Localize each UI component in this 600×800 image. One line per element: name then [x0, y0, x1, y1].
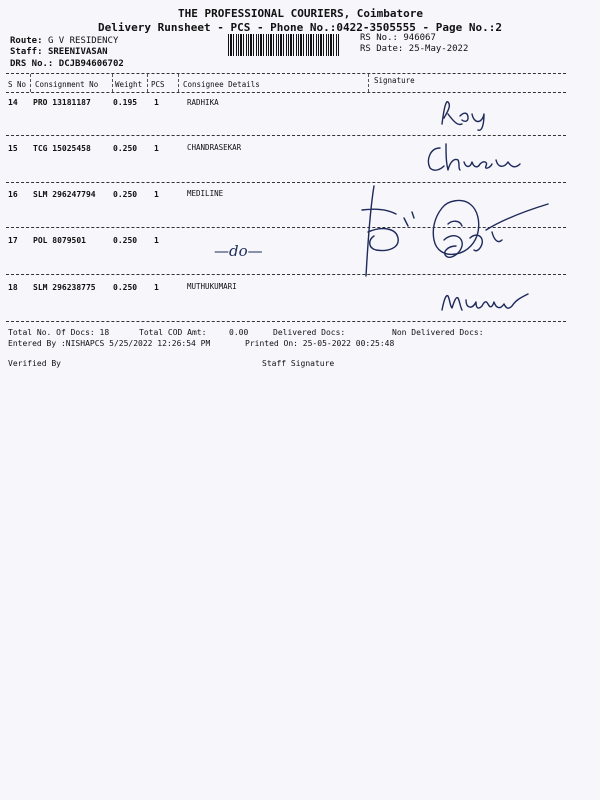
col-sep — [30, 74, 31, 92]
col-sep — [368, 74, 369, 92]
rs-date-value: 25-May-2022 — [408, 44, 469, 54]
total-cod — [139, 328, 206, 337]
staff-signature-label: Staff Signature — [262, 359, 335, 368]
row-sno: 16 — [8, 190, 18, 199]
rs-date-line — [360, 44, 468, 54]
row-consignee: CHANDRASEKAR — [187, 143, 242, 152]
total-cod-label: Total COD Amt: — [139, 328, 207, 337]
totals-line — [8, 328, 109, 337]
entered-by: Entered By :NISHAPCS 5/25/2022 12:26:54 PM — [8, 339, 211, 348]
col-sep — [178, 74, 179, 92]
row-weight: 0.250 — [113, 190, 138, 199]
row-weight: 0.195 — [113, 98, 138, 107]
barcode — [228, 34, 340, 56]
row-sno: 15 — [8, 144, 18, 153]
row-consignee: RADHIKA — [187, 98, 219, 107]
table-top-rule — [6, 73, 566, 74]
route-value: G V RESIDENCY — [47, 36, 119, 46]
row-sno: 18 — [8, 283, 18, 292]
runsheet-subtitle: Delivery Runsheet - PCS - Phone No.:0422-3505555 - Page No.:2 — [98, 21, 502, 34]
signature-row-18 — [438, 286, 534, 316]
rs-date-label: RS Date: — [360, 44, 404, 54]
route-line — [10, 36, 118, 46]
delivered-docs-label: Delivered Docs: — [273, 328, 346, 337]
total-cod-value: 0.00 — [229, 328, 249, 337]
non-delivered-docs-label: Non Delivered Docs: — [392, 328, 484, 337]
table-bottom-rule — [6, 321, 566, 322]
handwritten-ditto: —do— — [214, 242, 263, 260]
signature-row-16-17 — [352, 180, 552, 280]
row-pcs: 1 — [154, 283, 159, 292]
col-sep — [112, 74, 113, 92]
drs-value: DCJB94606702 — [58, 59, 124, 69]
row-sno: 14 — [8, 98, 18, 107]
col-weight: Weight — [115, 80, 143, 89]
col-sno: S No — [8, 80, 27, 89]
signature-row-14 — [438, 94, 498, 130]
rs-no-label: RS No.: — [360, 33, 398, 43]
row-consignment: PRO 13181187 — [33, 98, 91, 107]
col-pcs: PCS — [151, 80, 165, 89]
verified-by: Verified By — [8, 359, 61, 368]
col-consignee: Consignee Details — [183, 80, 260, 89]
col-consignment: Consignment No — [35, 80, 99, 89]
staff-line — [10, 47, 108, 57]
row-weight: 0.250 — [113, 144, 138, 153]
row-consignee: MUTHUKUMARI — [187, 282, 237, 291]
col-signature: Signature — [374, 76, 415, 85]
row-pcs: 1 — [154, 190, 159, 199]
row-consignment: POL 8079501 — [33, 236, 86, 245]
route-label: Route: — [10, 36, 43, 46]
printed-on: Printed On: 25-05-2022 00:25:48 — [245, 339, 395, 348]
rs-no-line — [360, 33, 436, 43]
row-consignee: MEDILINE — [187, 189, 224, 198]
signature-row-15 — [424, 140, 524, 176]
row-weight: 0.250 — [113, 283, 138, 292]
row-consignment: SLM 296247794 — [33, 190, 96, 199]
row-pcs: 1 — [154, 98, 159, 107]
drs-line — [10, 59, 124, 69]
row-consignment: TCG 15025458 — [33, 144, 91, 153]
row-weight: 0.250 — [113, 236, 138, 245]
staff-label: Staff: — [10, 47, 43, 57]
drs-label: DRS No.: — [10, 59, 54, 69]
row-rule — [6, 135, 566, 136]
total-docs-label: Total No. Of Docs: — [8, 328, 95, 337]
col-sep — [147, 74, 148, 92]
row-pcs: 1 — [154, 236, 159, 245]
company-title: THE PROFESSIONAL COURIERS, Coimbatore — [178, 7, 424, 20]
staff-value: SREENIVASAN — [47, 47, 108, 57]
total-docs-value: 18 — [99, 328, 110, 337]
row-pcs: 1 — [154, 144, 159, 153]
row-sno: 17 — [8, 236, 18, 245]
header-bottom-rule — [6, 92, 566, 93]
row-consignment: SLM 296238775 — [33, 283, 96, 292]
rs-no-value: 946067 — [403, 33, 436, 43]
